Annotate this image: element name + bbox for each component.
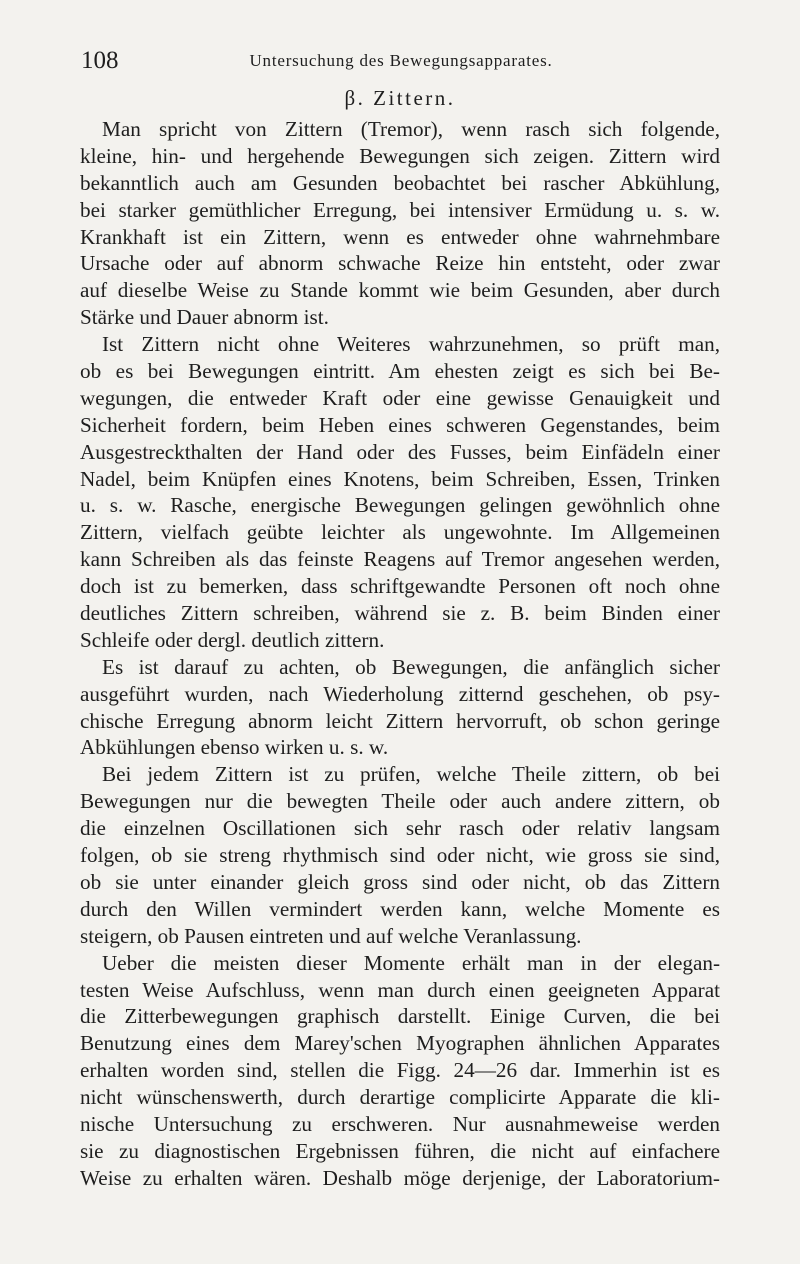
text-line: Ursache oder auf abnorm schwache Reize hin entsteht, oder zwar xyxy=(80,251,720,276)
text-line: durch den Willen vermindert werden kann, welche Momente es xyxy=(80,896,720,921)
text-line: sie zu diagnostischen Ergebnissen führen, die nicht auf einfachere xyxy=(80,1138,720,1163)
text-line: Ist Zittern nicht ohne Weiteres wahrzunehmen, so prüft man, xyxy=(102,332,720,357)
text-line: Benutzung eines dem Marey'schen Myographen ähnlichen Apparates xyxy=(80,1031,720,1056)
text-line: wegungen, die entweder Kraft oder eine gewisse Genauigkeit und xyxy=(80,385,720,410)
text-line: testen Weise Aufschluss, wenn man durch einen geeigneten Apparat xyxy=(80,977,720,1002)
body-text xyxy=(80,116,720,1192)
text-line: Nadel, beim Knüpfen eines Knotens, beim Schreiben, Essen, Trinken xyxy=(80,466,720,491)
text-line: deutliches Zittern schreiben, während sie z. B. beim Binden einer xyxy=(80,601,720,626)
page-number: 108 xyxy=(81,47,119,74)
text-line: Man spricht von Zittern (Tremor), wenn rasch sich folgende, xyxy=(102,117,720,141)
text-line: Bei jedem Zittern ist zu prüfen, welche Theile zittern, ob bei xyxy=(102,762,720,787)
text-line: Es ist darauf zu achten, ob Bewegungen, die anfänglich sicher xyxy=(102,654,720,679)
running-head: Untersuchung des Bewegungsapparates. xyxy=(249,51,553,70)
text-line: steigern, ob Pausen eintreten und auf welche Veranlassung. xyxy=(80,923,582,948)
text-line: ob es bei Bewegungen eintritt. Am ehesten zeigt es sich bei Be- xyxy=(80,359,720,384)
text-line: folgen, ob sie streng rhythmisch sind oder nicht, wie gross sie sind, xyxy=(80,843,720,868)
text-line: ausgeführt wurden, nach Wiederholung zitternd geschehen, ob psy- xyxy=(80,681,720,706)
text-line: Ueber die meisten dieser Momente erhält man in der elegan- xyxy=(102,950,720,975)
text-line: kann Schreiben als das feinste Reagens auf Tremor angesehen werden, xyxy=(80,547,720,572)
text-line: nicht wünschenswerth, durch derartige complicirte Apparate die kli- xyxy=(80,1085,720,1110)
text-line: u. s. w. Rasche, energische Bewegungen gelingen gewöhnlich ohne xyxy=(80,493,720,518)
page-header xyxy=(81,46,721,76)
text-line: Schleife oder dergl. deutlich zittern. xyxy=(80,627,385,652)
text-line: Ausgestreckthalten der Hand oder des Fusses, beim Einfädeln einer xyxy=(80,439,720,464)
text-line: Bewegungen nur die bewegten Theile oder auch andere zittern, ob xyxy=(80,789,720,814)
text-line: die einzelnen Oscillationen sich sehr rasch oder relativ langsam xyxy=(80,816,720,841)
text-line: bei starker gemüthlicher Erregung, bei intensiver Ermüdung u. s. w. xyxy=(80,197,720,222)
text-line: Zittern, vielfach geübte leichter als ungewohnte. Im Allgemeinen xyxy=(80,520,720,545)
text-line: kleine, hin- und hergehende Bewegungen sich zeigen. Zittern wird xyxy=(80,143,720,168)
text-line: bekanntlich auch am Gesunden beobachtet bei rascher Abkühlung, xyxy=(80,170,720,195)
text-line: die Zitterbewegungen graphisch darstellt. Einige Curven, die bei xyxy=(80,1004,720,1029)
section-title: β. Zittern. xyxy=(344,86,456,110)
text-line: Stärke und Dauer abnorm ist. xyxy=(80,305,329,330)
text-line: auf dieselbe Weise zu Stande kommt wie beim Gesunden, aber durch xyxy=(80,278,720,303)
text-line: nische Untersuchung zu erschweren. Nur ausnahmeweise werden xyxy=(80,1111,720,1136)
text-line: Weise zu erhalten wären. Deshalb möge derjenige, der Laboratorium- xyxy=(80,1165,720,1190)
text-line: chische Erregung abnorm leicht Zittern hervorruft, ob schon geringe xyxy=(80,708,720,733)
text-line: doch ist zu bemerken, dass schriftgewandte Personen oft noch ohne xyxy=(80,574,720,599)
text-line: Sicherheit fordern, beim Heben eines schweren Gegenstandes, beim xyxy=(80,412,720,437)
text-line: Krankhaft ist ein Zittern, wenn es entweder ohne wahrnehmbare xyxy=(80,224,720,249)
text-line: erhalten worden sind, stellen die Figg. 24—26 dar. Immerhin ist es xyxy=(80,1058,720,1083)
text-line: ob sie unter einander gleich gross sind oder nicht, ob das Zittern xyxy=(80,869,720,894)
text-line: Abkühlungen ebenso wirken u. s. w. xyxy=(80,735,389,760)
